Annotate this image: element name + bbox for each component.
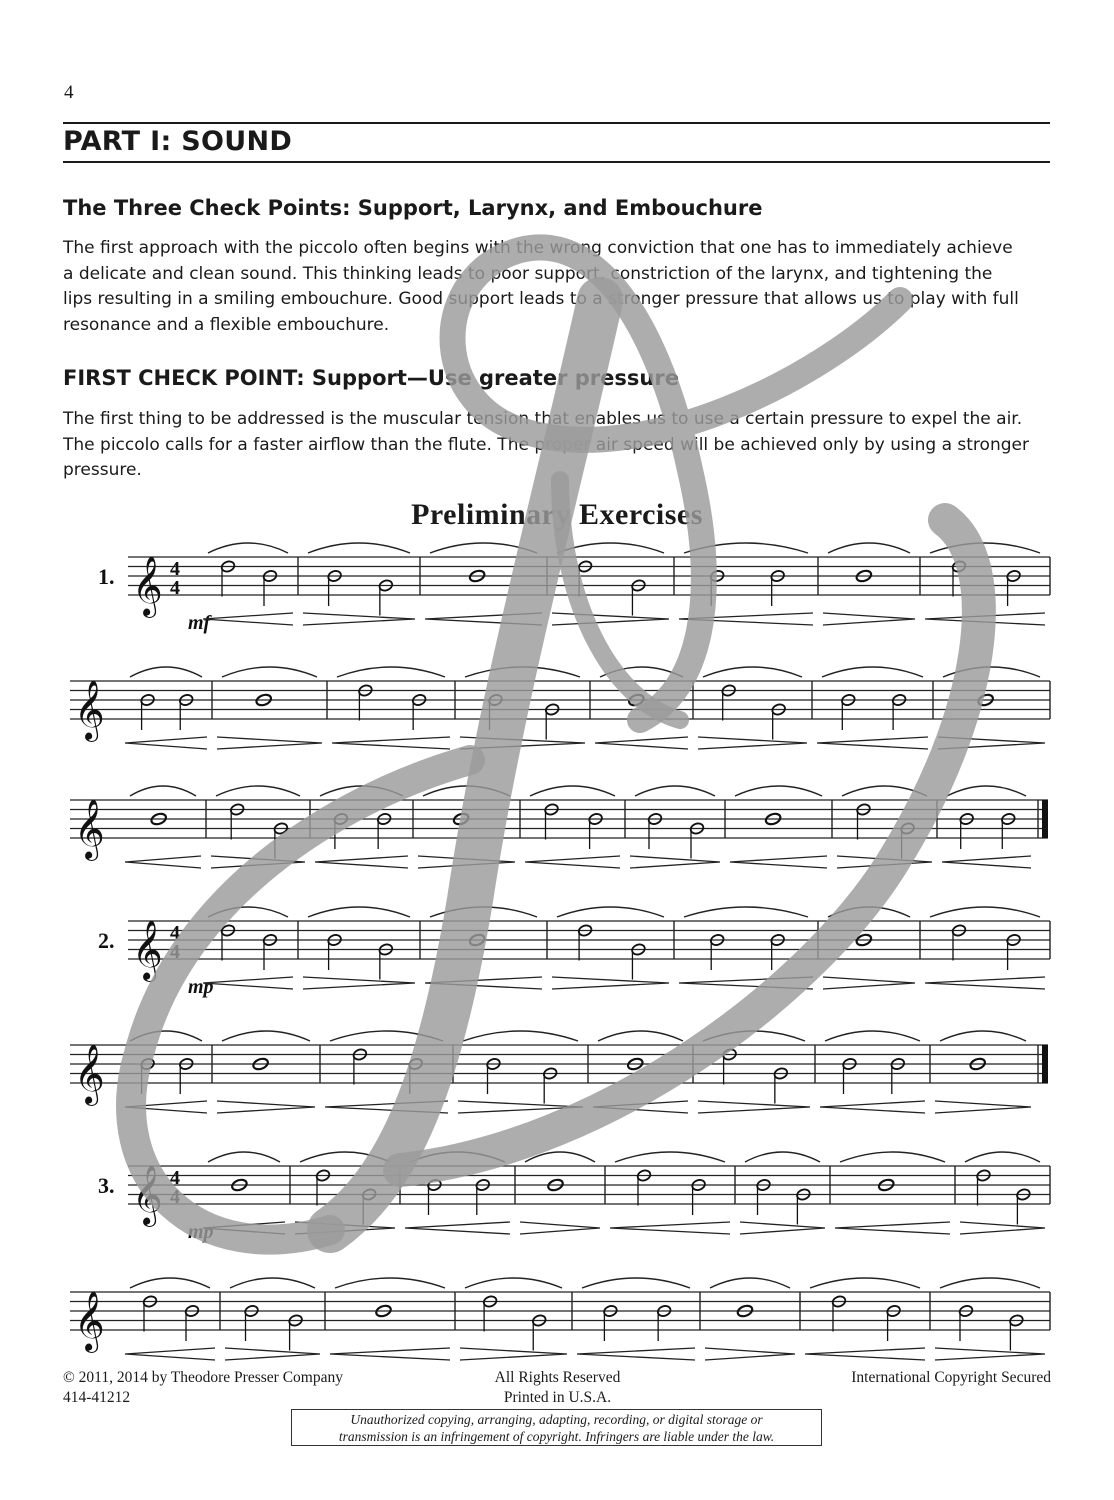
slur (615, 1152, 725, 1162)
slur (423, 786, 510, 796)
dynamic-marking: mf (188, 612, 211, 634)
dynamic-marking: mp (188, 976, 214, 998)
crescendo-hairpin (125, 1348, 215, 1360)
slur (828, 543, 910, 553)
crescendo-hairpin (925, 977, 1045, 989)
treble-clef-icon: 𝄞 (132, 556, 163, 616)
paragraph-line: lips resulting in a smiling embouchure. Good support leads to a stronger pressure that allows us to play with full (63, 289, 1019, 309)
footer-international: International Copyright Secured (851, 1369, 1051, 1386)
page-number: 4 (64, 82, 74, 103)
time-signature-top: 4 (170, 1167, 180, 1189)
treble-clef-icon: 𝄞 (74, 680, 105, 740)
slur (222, 667, 317, 677)
slur (940, 1278, 1040, 1288)
decrescendo-hairpin (460, 1348, 567, 1360)
decrescendo-hairpin (705, 1348, 795, 1360)
slur (130, 667, 202, 677)
crescendo-hairpin (577, 1348, 695, 1360)
slur (684, 907, 808, 917)
slur (530, 786, 615, 796)
slur (822, 667, 923, 677)
slur (130, 786, 196, 796)
decrescendo-hairpin (217, 1101, 315, 1113)
slur (308, 543, 410, 553)
treble-clef-icon: 𝄞 (132, 1165, 163, 1225)
exercise-number: 2. (98, 928, 115, 953)
crescendo-hairpin (125, 856, 201, 868)
slur (525, 1152, 595, 1162)
slur (710, 1278, 790, 1288)
crescendo-hairpin (835, 1222, 950, 1234)
treble-clef-icon: 𝄞 (74, 1044, 105, 1104)
paragraph-line: The first thing to be addressed is the muscular tension that enables us to use a certain pressure to expel the air. (63, 409, 1023, 429)
slur (940, 1031, 1026, 1041)
paragraph-line: resonance and a flexible embouchure. (63, 314, 390, 335)
crescendo-hairpin (315, 856, 408, 868)
slur (208, 907, 288, 917)
slur (598, 1031, 683, 1041)
time-signature-top: 4 (170, 558, 180, 580)
slur (825, 1031, 920, 1041)
crescendo-hairpin (595, 737, 688, 749)
crescendo-hairpin (425, 977, 542, 989)
final-thick-bar (1042, 1045, 1048, 1083)
crescendo-hairpin (425, 613, 542, 625)
crescendo-hairpin (332, 737, 450, 749)
slur (430, 907, 537, 917)
printed-line: Printed in U.S.A. (503, 1389, 612, 1406)
slur (965, 1152, 1040, 1162)
slur (410, 1152, 505, 1162)
decrescendo-hairpin (418, 856, 515, 868)
treble-clef-icon: 𝄞 (132, 920, 163, 980)
crescendo-hairpin (805, 1348, 925, 1360)
crescendo-hairpin (820, 1101, 925, 1113)
crescendo-hairpin (325, 1101, 448, 1113)
treble-clef-icon: 𝄞 (74, 799, 105, 859)
crescendo-hairpin (125, 1101, 207, 1113)
slur (330, 1031, 443, 1041)
slur (308, 907, 410, 917)
decrescendo-hairpin (303, 977, 415, 989)
warning-line: Unauthorized copying, arranging, adapting, recording, or digital storage or (350, 1412, 763, 1427)
decrescendo-hairpin (552, 613, 669, 625)
slur (735, 786, 822, 796)
crescendo-hairpin (203, 1222, 285, 1234)
slur (300, 1152, 390, 1162)
slur (465, 1278, 562, 1288)
decrescendo-hairpin (303, 613, 415, 625)
catalog-number: 414-41212 (63, 1389, 131, 1406)
decrescendo-hairpin (460, 737, 585, 749)
decrescendo-hairpin (823, 977, 915, 989)
time-signature-top: 4 (170, 922, 180, 944)
treble-clef-icon: 𝄞 (74, 1291, 105, 1351)
decrescendo-hairpin (960, 1222, 1045, 1234)
decrescendo-hairpin (520, 1222, 600, 1234)
paragraph-line: pressure. (63, 460, 142, 480)
crescendo-hairpin (679, 613, 813, 625)
crescendo-hairpin (125, 737, 207, 749)
slur (930, 543, 1040, 553)
copyright-text: © 2011, 2014 by Theodore Presser Company (63, 1369, 343, 1386)
final-thick-bar (1042, 800, 1048, 838)
decrescendo-hairpin (630, 856, 720, 868)
slur (208, 1152, 280, 1162)
slur (216, 786, 300, 796)
slur (635, 786, 715, 796)
section-heading-check-points: The Three Check Points: Support, Larynx, and Embouchure (63, 196, 763, 220)
slur (947, 786, 1026, 796)
slur (463, 1031, 578, 1041)
slur (930, 907, 1040, 917)
crescendo-hairpin (330, 1348, 450, 1360)
slur (703, 1031, 805, 1041)
slur (557, 543, 664, 553)
time-signature-bottom: 4 (170, 941, 180, 963)
crescendo-hairpin (925, 613, 1045, 625)
exercise-number: 3. (98, 1173, 115, 1198)
footer-copyright (63, 1368, 343, 1408)
slur (557, 907, 664, 917)
exercise-number: 1. (98, 564, 115, 589)
slur (840, 1152, 945, 1162)
crescendo-hairpin (405, 1222, 510, 1234)
crescendo-hairpin (593, 1101, 688, 1113)
slur (943, 667, 1040, 677)
slur (130, 1031, 202, 1041)
decrescendo-hairpin (935, 1101, 1031, 1113)
slur (600, 667, 683, 677)
slur (684, 543, 808, 553)
crescendo-hairpin (730, 856, 827, 868)
slur (430, 543, 537, 553)
decrescendo-hairpin (458, 1101, 583, 1113)
slur (320, 786, 403, 796)
decrescendo-hairpin (295, 1222, 395, 1234)
crescendo-hairpin (817, 737, 928, 749)
slur (222, 1031, 310, 1041)
paragraph-line: The piccolo calls for a faster airflow than the flute. The proper air speed will be achieved only by using a stronger (63, 434, 1029, 455)
decrescendo-hairpin (837, 856, 932, 868)
footer-rights (470, 1368, 645, 1408)
paragraph-line: The first approach with the piccolo often begins with the wrong conviction that one has to immediately achieve (63, 238, 1013, 258)
slur (745, 1152, 820, 1162)
rights-line: All Rights Reserved (494, 1369, 621, 1386)
time-signature-bottom: 4 (170, 1186, 180, 1208)
paragraph-line: a delicate and clean sound. This thinking leads to poor support, constriction of the larynx, and tightening the (63, 263, 993, 284)
section-heading-first-check-point: FIRST CHECK POINT: Support—Use greater pressure (63, 366, 679, 390)
slur (465, 667, 580, 677)
decrescendo-hairpin (698, 1101, 810, 1113)
crescendo-hairpin (203, 977, 293, 989)
decrescendo-hairpin (740, 1222, 825, 1234)
crescendo-hairpin (942, 856, 1031, 868)
slur (828, 907, 910, 917)
decrescendo-hairpin (217, 737, 322, 749)
slur (230, 1278, 315, 1288)
copyright-warning-box (291, 1409, 822, 1446)
slur (208, 543, 288, 553)
slur (335, 1278, 445, 1288)
decrescendo-hairpin (225, 1348, 320, 1360)
decrescendo-hairpin (211, 856, 305, 868)
crescendo-hairpin (610, 1222, 730, 1234)
part-title: PART I: SOUND (63, 126, 293, 157)
time-signature-bottom: 4 (170, 577, 180, 599)
crescendo-hairpin (525, 856, 620, 868)
decrescendo-hairpin (552, 977, 669, 989)
decrescendo-hairpin (823, 613, 915, 625)
slur (582, 1278, 690, 1288)
slur (703, 667, 802, 677)
crescendo-hairpin (679, 977, 813, 989)
slur (842, 786, 927, 796)
slur (337, 667, 445, 677)
decrescendo-hairpin (698, 737, 807, 749)
dynamic-marking: mp (188, 1221, 214, 1243)
warning-line: transmission is an infringement of copyright. Infringers are liable under the law. (338, 1429, 775, 1444)
crescendo-hairpin (203, 613, 293, 625)
decrescendo-hairpin (935, 1348, 1045, 1360)
slur (130, 1278, 210, 1288)
decrescendo-hairpin (938, 737, 1045, 749)
slur (810, 1278, 920, 1288)
music-title: Preliminary Exercises (411, 498, 703, 531)
